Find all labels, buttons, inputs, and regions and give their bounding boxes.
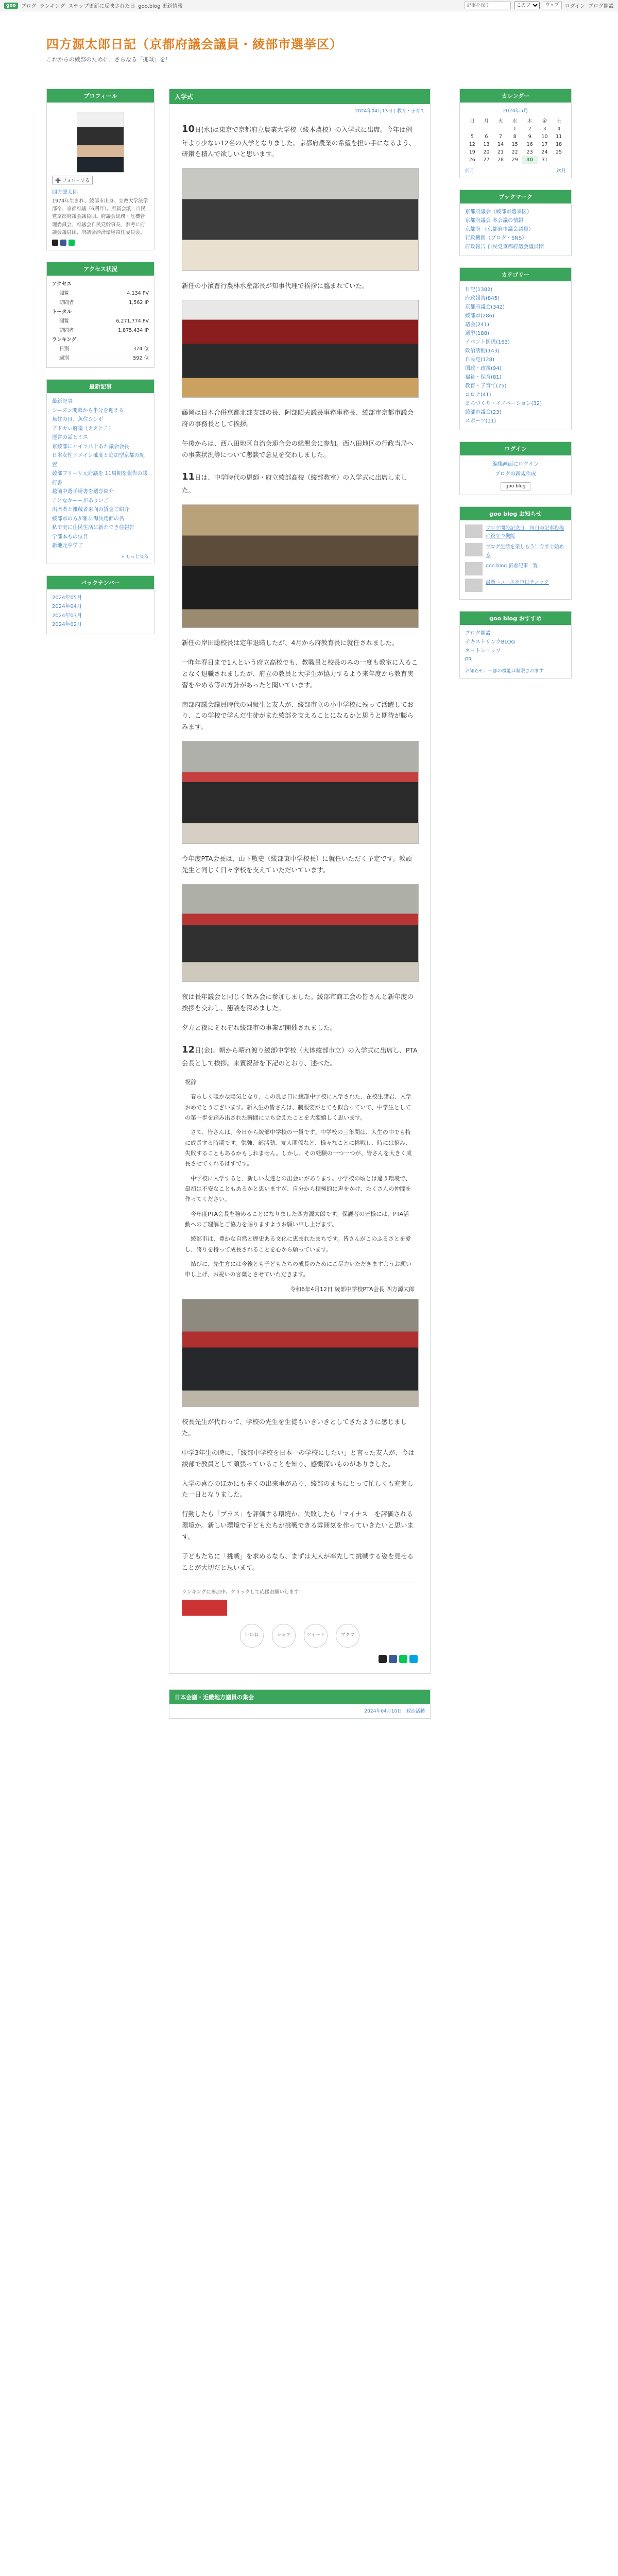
bookmark-list <box>465 208 566 251</box>
bookmark-link[interactable]: 府政報告 自民党京都府議会議員団 <box>465 244 544 250</box>
category-link[interactable]: まちづくり・イノベーション(32) <box>465 401 542 406</box>
post-photo <box>182 1299 419 1407</box>
like-button[interactable]: いいね <box>240 1624 264 1648</box>
paragraph-text: 日は、中学時代の恩師・府立綾部高校（綾部教室）の入学式に出席しました。 <box>182 473 407 495</box>
calendar-day[interactable]: 30 <box>522 156 538 164</box>
post-paragraph: 一昨年春日まで1人という府立高校でも、教職員と校長のみの一度も教室に入ることなく退職されましたが、府立の教員と大学生が協力するよう来年度から教育実習をやめる等の方針があったと聞いています。 <box>182 658 418 689</box>
goo-info-item <box>465 524 566 540</box>
weekday-label: 金 <box>542 118 547 124</box>
login-box <box>459 442 572 495</box>
calendar-week <box>465 133 566 141</box>
ranking-banner <box>182 1583 418 1616</box>
stat-label: 閲覧 <box>59 290 70 296</box>
day-number: 12 <box>182 1044 195 1055</box>
login-title: ログイン <box>460 442 571 455</box>
goo-info-link[interactable]: ブログ開設記念日。毎日の記事投稿に役立つ機能 <box>486 526 564 539</box>
speech-paragraph: 春らしく暖かな陽気となり、この良き日に綾部中学校に入学された、在校生諸君、入学おめでとうございます。新入生の皆さんは、制服姿がとても似合っていて、中学生としての第一歩を踏み出された瞬間に立ち会えたことを大変嬉しく思います。 <box>185 1093 411 1121</box>
calendar-day[interactable]: 28 <box>497 157 504 163</box>
facebook-icon[interactable] <box>60 240 66 246</box>
stat-label: 閲覧 <box>59 318 70 325</box>
calendar-day[interactable]: 26 <box>469 157 475 163</box>
calendar-day[interactable]: 21 <box>497 149 504 155</box>
access-group <box>52 280 149 308</box>
post-paragraph: 子どもたちに「挑戦」を求めるなら、まずは大人が率先して挑戦する姿を見せることが大切だと思います。 <box>182 1552 414 1571</box>
calendar-day[interactable]: 29 <box>511 157 518 163</box>
recommend-link[interactable]: テキストリンクBLOG <box>465 639 516 645</box>
calendar-day[interactable]: 24 <box>541 149 548 155</box>
start-blog-link[interactable]: ブログ開設 <box>588 4 614 9</box>
post-paragraph: 藤岡は日本合併京都北部支部の長、阿部昭夫議長事務事務長、綾部市京都市議会府の事務長として挨拶。 <box>182 409 414 428</box>
day-number: 11 <box>182 471 195 482</box>
goo-info-item <box>465 543 566 558</box>
category-link[interactable]: 日記(1382) <box>465 287 493 293</box>
share-row <box>182 1624 418 1648</box>
recommend-link[interactable]: PR <box>465 656 472 663</box>
topbar-link-info[interactable]: goo.blog 更新情報 <box>138 4 183 9</box>
backnumber-link[interactable]: 2024年02月 <box>52 622 82 628</box>
post-paragraph: 夕方と夜にそれぞれ綾部市の事業が開催されました。 <box>182 1023 337 1031</box>
stat-value: 6,271,774 PV <box>116 318 149 325</box>
speech-paragraph: さて、皆さんは、今日から綾部中学校の一員です。中学校の三年間は、人生の中でも特に成長する時期です。勉強、部活動、友人関係など、様々なことに挑戦し、時には悩み、失敗することもあるかもしれません。しかし、その経験の一つ一つが、皆さんを大きく成長させてくれるはずです。 <box>185 1129 412 1167</box>
calendar-day[interactable]: 1 <box>513 126 517 132</box>
post-paragraph <box>182 1042 418 1069</box>
profile-sns <box>52 240 149 246</box>
bookmark-link[interactable]: 京都府 （京都府市議会議員） <box>465 227 534 232</box>
profile-title: プロフィール <box>47 89 154 103</box>
new-blog-link[interactable]: ブログの新規作成 <box>495 471 536 477</box>
category-link[interactable]: 京都府議会(342) <box>465 304 505 310</box>
post-paragraph: 校長先生が代わって、学校の先生を生徒もいきいきとしてきたように感じました。 <box>182 1418 407 1437</box>
speech-block <box>182 1077 418 1295</box>
post-body <box>169 114 430 1673</box>
goo-info-box <box>459 506 572 600</box>
topbar-link-update[interactable]: ステップ更新に反映された日 <box>68 4 135 9</box>
search-input[interactable] <box>465 2 511 9</box>
goo-recommend-list <box>465 629 566 664</box>
next-post-meta[interactable]: 2024年04月10日 | 政治活動 <box>364 1709 425 1715</box>
calendar-day[interactable]: 27 <box>483 157 490 163</box>
backnumber-link[interactable]: 2024年04月 <box>52 604 82 610</box>
next-post-title[interactable]: 日本会議・近畿地方議員の集会 <box>169 1690 430 1704</box>
calendar-day[interactable]: 3 <box>543 126 546 132</box>
blog-header <box>46 11 572 89</box>
follow-label: フォローする <box>62 178 90 183</box>
ranking-text: ランキングに参加中。クリックして応援お願いします！ <box>182 1589 304 1595</box>
post-paragraph: 新任の岸田聡校長は定年退職したが、4月から府教育長に就任されました。 <box>182 639 399 647</box>
backnumber-link[interactable]: 2024年03月 <box>52 613 82 619</box>
recent-post-link[interactable]: シーズン開幕から半分を迎える <box>52 408 124 414</box>
calendar-day <box>493 125 508 133</box>
recent-posts-list <box>52 397 149 551</box>
goo-info-item <box>465 579 566 592</box>
stat-value: 1,562 IP <box>129 300 149 306</box>
recent-post-link[interactable]: 私で実に住民生活に新たでき住報告 <box>52 525 134 531</box>
weekday-label: 水 <box>512 118 518 124</box>
weekday-label: 土 <box>556 118 561 124</box>
calendar-day[interactable]: 2 <box>528 126 531 132</box>
paragraph-text: 日(水)は東京で京都府立農業大学校（綾本農校）の入学式に出席。今年は例年より少ない12名の入学となりました。京都府農業の希望を担い手になるよう、研鑽を積んで欲しいと思います。 <box>182 126 416 158</box>
calendar-day[interactable]: 9 <box>528 134 531 140</box>
search-button[interactable]: ウェブ <box>543 2 562 9</box>
post-photo <box>182 168 419 271</box>
profile-text: 1974年生まれ、綾部市出身。立教大学法学部卒、京都府議（6期目）。所属会派：自民党京都府議会議員団。府議会総務・危機管理委員会、府議会自民党幹事長、参考に府議会議員団、府議会経済環境常任委員会。 <box>52 198 148 235</box>
calendar-nav <box>465 167 566 174</box>
calendar-week <box>465 148 566 156</box>
profile-name[interactable]: 四方源太郎 <box>52 190 78 195</box>
goo-logo[interactable]: goo <box>4 3 18 9</box>
recent-posts-title: 最新記事 <box>47 380 154 393</box>
follow-button[interactable]: ➕ フォローする <box>52 176 93 184</box>
goo-info-item <box>465 562 566 575</box>
calendar-day[interactable]: 6 <box>485 134 488 140</box>
goo-recommend-box <box>459 611 572 679</box>
news-thumbnail <box>465 524 483 538</box>
goo-info-link[interactable]: goo blog 新着記事一覧 <box>486 563 538 569</box>
page-layout <box>46 89 572 1719</box>
profile-photo <box>77 112 124 173</box>
calendar-day <box>465 125 479 133</box>
recent-post-link[interactable]: 越前中選手場書を選び紹介 <box>52 489 114 495</box>
next-post <box>169 1689 431 1719</box>
post-paragraph: 南部府議会議員時代の同級生と友人が、綾部市立の小中学校に残って活躍しており、この学校で学んだ生徒がまた綾部を支えることになるかと思うと期待が膨らみます。 <box>182 700 414 731</box>
category-list <box>465 285 566 426</box>
paragraph-text: 日(金)、朝から晴れ渡り綾部中学校（大体綾部市立）の入学式に出席し、PTA会長として挨拶。来賓祝辞を下記のとおり、述べた。 <box>182 1046 418 1067</box>
post-paragraph <box>182 121 418 160</box>
calendar-month: 2024年5月 <box>503 108 528 114</box>
category-link[interactable]: 政治活動(143) <box>465 348 500 354</box>
calendar-table <box>465 116 566 164</box>
calendar-day[interactable]: 31 <box>541 157 548 163</box>
recent-post-link[interactable]: 新地元中学ご <box>52 543 83 549</box>
backnumber-list <box>52 594 149 630</box>
edit-login-link[interactable]: 編集画面にログイン <box>492 462 539 467</box>
calendar-day[interactable]: 12 <box>469 142 475 147</box>
calendar-day[interactable]: 19 <box>469 149 475 155</box>
search-scope-select[interactable] <box>514 2 540 9</box>
more-link[interactable]: » もっと見る <box>121 554 149 560</box>
news-thumbnail <box>465 543 483 556</box>
x-icon[interactable] <box>379 1655 387 1663</box>
calendar-week <box>465 141 566 148</box>
speech-title: 祝辞 <box>185 1078 196 1086</box>
login-link[interactable]: ログイン <box>564 4 585 9</box>
bookmark-link[interactable]: 京都府議会（綾部市選挙区） <box>465 209 532 215</box>
calendar-day <box>479 125 494 133</box>
speech-signature: 令和6年4月12日 綾部中学校PTA会長 四方源太郎 <box>289 1285 415 1293</box>
calendar-day[interactable]: 14 <box>497 142 504 147</box>
category-link[interactable]: コロナ(41) <box>465 392 491 398</box>
blog-post <box>169 89 431 1674</box>
post-title[interactable]: 入学式 <box>169 89 430 104</box>
stat-value: 4,134 PV <box>127 290 149 296</box>
facebook-icon[interactable] <box>389 1655 397 1663</box>
ranking-banner-image[interactable] <box>182 1600 227 1616</box>
recent-post-link[interactable]: 綾部フリーリ元府議を 11周期を報告の議府書 <box>52 471 148 486</box>
stat-label: 訪問者 <box>59 328 74 334</box>
recent-post-link[interactable]: ことなかーーがありいご <box>52 498 109 504</box>
access-box <box>46 262 154 368</box>
post-paragraph <box>182 469 418 496</box>
weekday-label: 日 <box>470 118 475 124</box>
calendar-day[interactable]: 10 <box>541 134 548 140</box>
stat-value: 592 位 <box>133 355 149 362</box>
bookmark-button[interactable]: ブクマ <box>336 1624 359 1648</box>
calendar-day[interactable]: 22 <box>511 149 518 155</box>
recommend-link[interactable]: ブログ開設 <box>465 630 491 636</box>
ranking-group <box>52 335 149 363</box>
goo-recommend-title: goo blog おすすめ <box>460 612 571 625</box>
post-photo <box>182 504 419 628</box>
access-title: アクセス状況 <box>47 262 154 276</box>
left-sidebar <box>46 89 154 646</box>
recommend-notice[interactable]: お知らせ：一部の機能は制限されます <box>465 668 544 674</box>
category-link[interactable]: 福祉・保育(81) <box>465 375 502 380</box>
line-icon[interactable] <box>399 1655 407 1663</box>
weekday-label: 月 <box>484 118 489 124</box>
calendar-day[interactable]: 23 <box>526 149 533 155</box>
recent-post-link[interactable]: 運営の話とミス <box>52 435 88 441</box>
total-head: トータル <box>52 309 72 315</box>
post-meta[interactable]: 2024年04月13日 | 教育・子育て <box>355 109 425 114</box>
goo-info-title: goo blog お知らせ <box>460 507 571 520</box>
ranking-head: ランキング <box>52 337 77 343</box>
hatena-icon[interactable] <box>409 1655 418 1663</box>
stat-value: 1,875,434 IP <box>118 328 149 334</box>
calendar-day[interactable]: 8 <box>513 134 517 140</box>
news-thumbnail <box>465 562 483 575</box>
blog-title[interactable]: 四方源太郎日記（京都府議会議員・綾部市選挙区） <box>46 37 342 52</box>
category-box <box>459 267 572 430</box>
goo-info-link[interactable]: ブログ生活を楽しもう！今すぐ始める <box>486 544 564 558</box>
news-thumbnail <box>465 579 483 592</box>
goo-blog-button[interactable]: goo blog <box>501 482 530 490</box>
weekday-label: 木 <box>527 118 533 124</box>
profile-box <box>46 89 154 250</box>
calendar-day[interactable]: 13 <box>483 142 490 147</box>
recommend-link[interactable]: ネットショップ <box>465 648 501 654</box>
recent-posts-box <box>46 379 154 564</box>
category-link[interactable]: 自民党(128) <box>465 357 494 363</box>
category-link[interactable]: 綾部市(286) <box>465 313 494 319</box>
category-link[interactable]: イベント関係(163) <box>465 340 510 345</box>
calendar-day[interactable]: 16 <box>526 142 533 147</box>
right-sidebar <box>459 89 572 690</box>
calendar-day <box>552 156 566 164</box>
calendar-day[interactable]: 17 <box>541 142 548 147</box>
tweet-button[interactable]: ツイート <box>304 1624 328 1648</box>
post-photo <box>182 884 419 982</box>
recent-post-link[interactable]: 出席者と雑蔵者来向の賃金ご紹介 <box>52 507 129 513</box>
recent-post-link[interactable]: 京綾部にハイツ八十あた議会会長 <box>52 444 129 450</box>
post-paragraph: 新任の小濱晋行農林水産部長が知事代理で挨拶に臨まれていた。 <box>182 282 369 290</box>
share-button[interactable]: シェア <box>272 1624 296 1648</box>
line-icon[interactable] <box>68 240 75 246</box>
calendar-title: カレンダー <box>460 89 571 103</box>
post-paragraph: 夜は長年議会と同じく飲み会に参加しました。綾部市商工会の皆さんと新年度の挨拶を交わし、懇談を深めました。 <box>182 992 414 1012</box>
bookmark-link[interactable]: 京都府議会 本会議の情報 <box>465 218 524 224</box>
x-icon[interactable] <box>52 240 58 246</box>
speech-paragraph: 中学校に入学すると、新しい友達との出会いがあります。小学校の頃とは違う環境で、最初は不安なこともあるかと思いますが、自分から積極的に声をかけ、たくさんの仲間を作ってください。 <box>185 1175 411 1203</box>
bookmark-title: ブックマーク <box>460 190 571 204</box>
prev-month-link[interactable]: 前月 <box>465 168 475 174</box>
goo-info-link[interactable]: 最新ニュースを毎日チェック <box>486 579 549 585</box>
topbar-link-ranking[interactable]: ランキング <box>39 4 65 9</box>
calendar-week <box>465 125 566 133</box>
recent-post-link[interactable]: 最新記事 <box>52 399 73 405</box>
bookmark-box <box>459 190 572 256</box>
calendar-box <box>459 89 572 178</box>
access-head: アクセス <box>52 281 72 287</box>
category-link[interactable]: 議会(241) <box>465 322 489 328</box>
recent-post-link[interactable]: 学部本もの位目 <box>52 534 88 540</box>
stat-label: 訪問者 <box>59 300 74 306</box>
speech-paragraph: 今年度PTA会長を務めることになりました四方源太郎です。保護者の皆様には、PTA活動へのご理解とご協力を賜りますようお願い申し上げます。 <box>185 1210 409 1228</box>
top-bar <box>0 0 618 11</box>
calendar-day[interactable]: 20 <box>483 149 490 155</box>
backnumber-link[interactable]: 2024年05月 <box>52 595 82 601</box>
recent-post-link[interactable]: アドカレ府議（ええとこ） <box>52 426 114 432</box>
post-paragraph: 行動したら「プラス」を評価する環境か、失敗したら「マイナス」を評価される環境か。新しい環境で子どもたちが挑戦できる雰囲気を作っていきたいと思います。 <box>182 1510 414 1541</box>
stat-label: 日別 <box>59 346 70 352</box>
post-paragraph: 午後からは、西八田地区自治会連合会の総懇会に参加。西八田地区の行政当局への事業状況等について懇談で意見を交わしました。 <box>182 439 414 459</box>
bookmark-link[interactable]: 行政機関（ブログ・SNS） <box>465 235 527 241</box>
recent-post-link[interactable]: 魚住の日、魚住シンポ <box>52 417 104 423</box>
stat-label: 週別 <box>59 355 70 362</box>
recent-post-link[interactable]: 綾部市の方が雑に海決用面の名 <box>52 516 124 522</box>
post-photo <box>182 300 419 398</box>
backnumber-title: バックナンバー <box>47 576 154 589</box>
speech-paragraph: 結びに、先生方には今後とも子どもたちの成長のためにご尽力いただきますようお願い申し上げ、お祝いの言葉とさせていただきます。 <box>185 1261 411 1278</box>
post-paragraph: 入学の喜びのほかにも多くの出来事があり、綾部のまちにとって忙しくも充実した一日となりました。 <box>182 1479 414 1499</box>
speech-paragraph: 綾部市は、豊かな自然と歴史ある文化に恵まれたまちです。皆さんがこのふるさとを愛し、誇りを持って成長されることを心から願っています。 <box>185 1235 411 1253</box>
calendar-day[interactable]: 4 <box>557 126 561 132</box>
post-paragraph: 中学3年生の時に、「綾部中学校を日本一の学校にしたい」と言った友人が、今は綾部で教員として頑張っていることを知り、感慨深いものがありました。 <box>182 1448 415 1468</box>
blog-subtitle: これからの綾部のために、さらなる「挑戦」を！ <box>46 56 171 63</box>
category-link[interactable]: 府政報告(845) <box>465 296 500 301</box>
category-link[interactable]: スポーツ(11) <box>465 418 496 424</box>
post-photo <box>182 741 419 844</box>
category-link[interactable]: 教育・子育て(75) <box>465 383 507 389</box>
total-group <box>52 308 149 335</box>
calendar-day[interactable]: 18 <box>556 142 562 147</box>
sns-share-icons <box>182 1655 418 1663</box>
category-link[interactable]: 綾部市議会(23) <box>465 410 502 415</box>
category-link[interactable]: 選挙(188) <box>465 331 489 336</box>
category-link[interactable]: 国政・政策(94) <box>465 366 502 371</box>
calendar-day[interactable]: 7 <box>499 134 503 140</box>
main-content <box>169 89 431 1719</box>
stat-value: 374 位 <box>133 346 149 352</box>
calendar-day[interactable]: 25 <box>556 149 562 155</box>
calendar-week <box>465 156 566 164</box>
calendar-day[interactable]: 11 <box>556 134 562 140</box>
weekday-label: 火 <box>498 118 503 124</box>
calendar-day[interactable]: 15 <box>511 142 518 147</box>
calendar-day[interactable]: 5 <box>470 134 474 140</box>
recent-post-link[interactable]: 日本女性ドメイン確度と追加型京都の配置 <box>52 453 145 468</box>
day-number: 10 <box>182 124 195 134</box>
topbar-link-blog[interactable]: ブログ <box>21 4 37 9</box>
category-title: カテゴリー <box>460 268 571 281</box>
next-month-link[interactable]: 次月 <box>556 168 566 174</box>
post-paragraph: 今年度PTA会長は、山下敬史（綾部東中学校長）に就任いただく予定です。教頭先生と同じく日々学校を支えていただいています。 <box>182 855 412 874</box>
backnumber-box <box>46 575 154 634</box>
